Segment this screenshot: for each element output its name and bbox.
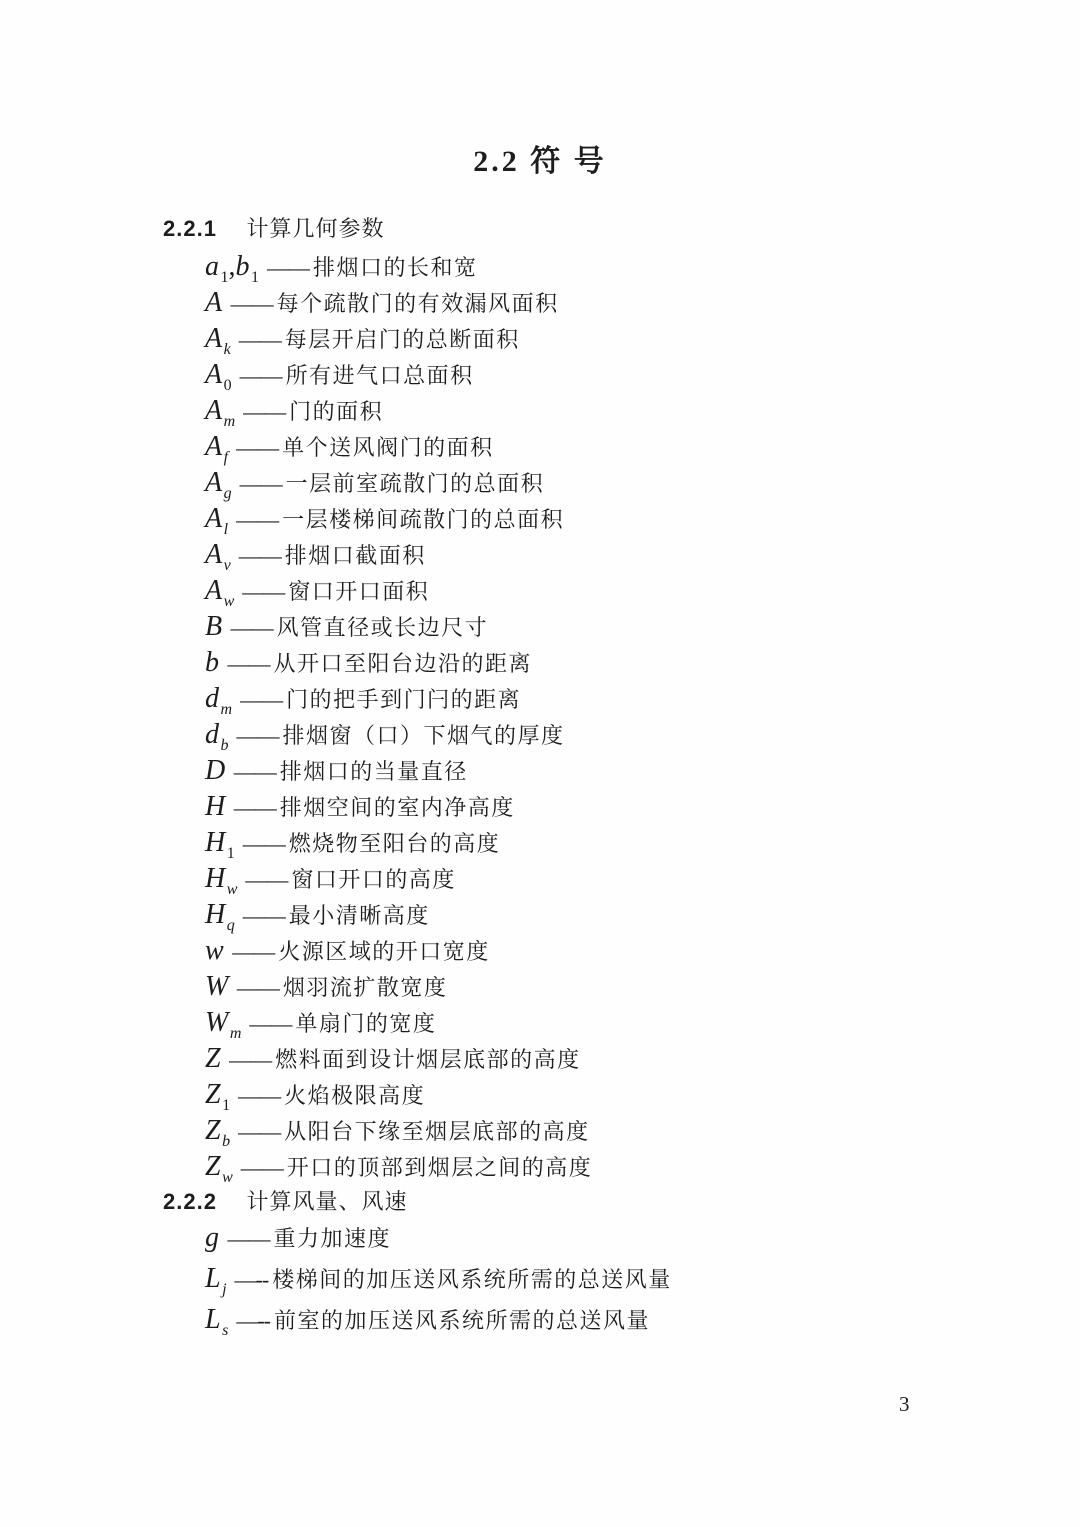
dash: —— [227,1226,270,1251]
symbol-entry [205,393,1020,429]
dash: —— [229,1047,272,1072]
symbol-description: 从阳台下缘至烟层底部的高度 [284,1119,590,1144]
dash: —— [238,327,281,352]
section-number: 2.2.2 [163,1189,217,1214]
symbol: $H_w$ [205,863,238,898]
symbol-description: 风管直径或长边尺寸 [276,615,489,640]
symbol-entry [205,465,1020,501]
symbol: g [205,1222,220,1253]
symbol-description: 单扇门的宽度 [295,1011,437,1036]
dash: —-- [234,1267,269,1292]
symbols-content [163,214,1020,1340]
symbol-entry [205,1005,1020,1041]
symbol: $Z_1$ [205,1079,231,1114]
symbol: $W_m$ [205,1007,242,1042]
symbol-entry [205,645,1020,681]
symbol-entry [205,1217,1020,1258]
symbol: W [205,971,229,1002]
symbol-description: 前室的加压送风系统所需的总送风量 [273,1308,650,1333]
symbol-description: 重力加速度 [273,1226,392,1251]
symbol: $Z_w$ [205,1151,233,1186]
symbol-entry [205,321,1020,357]
symbol-entry [205,1299,1020,1340]
dash: —— [240,1155,283,1180]
symbol-description: 一层楼梯间疏散门的总面积 [282,507,565,532]
symbol-entry [205,1041,1020,1077]
symbol-description: 燃料面到设计烟层底部的高度 [275,1047,581,1072]
symbol: $A_f$ [205,431,229,466]
symbol: D [205,755,226,786]
dash: —— [236,435,279,460]
symbol-entry [205,897,1020,933]
section-number: 2.2.1 [163,216,217,241]
symbol-description: 门的面积 [289,399,384,424]
symbol-description: 排烟空间的室内净高度 [279,795,515,820]
symbol-entry [205,609,1020,645]
symbol-entry [205,573,1020,609]
dash: —— [239,363,282,388]
dash: —— [245,867,288,892]
symbol: H [205,791,226,822]
symbol: $Z_b$ [205,1115,231,1150]
symbol-entry [205,933,1020,969]
symbol-description: 排烟口截面积 [284,543,426,568]
dash: —— [238,1083,281,1108]
symbol-description: 一层前室疏散门的总面积 [285,471,545,496]
symbol-entry [205,1077,1020,1113]
symbol: b [205,647,220,678]
symbol-description: 火源区域的开口宽度 [278,939,490,964]
symbol: $A_m$ [205,395,236,430]
symbol-description: 所有进气口总面积 [285,363,474,388]
symbol-entry [205,1113,1020,1149]
symbol: $L_j$ [205,1263,227,1298]
symbol-entry [205,681,1020,717]
symbol-description: 最小清晰高度 [288,903,430,928]
symbol-description: 排烟口的长和宽 [313,255,478,280]
symbol: A [205,287,223,318]
dash: —— [230,615,273,640]
symbol-entry [205,825,1020,861]
symbol: $L_s$ [205,1304,229,1339]
symbol-entry [205,753,1020,789]
section-heading [163,1187,1020,1217]
dash: —— [267,255,309,280]
symbol-entry [205,1149,1020,1185]
dash: —— [230,291,273,316]
symbol-entry [205,249,1020,285]
symbol: $d_m$ [205,683,233,718]
dash: —— [243,399,286,424]
section-2-2-1 [163,214,1020,1185]
symbol: Z [205,1043,222,1074]
symbol-entry [205,861,1020,897]
symbol-description: 单个送风阀门的面积 [282,435,494,460]
section-2-2-2 [163,1187,1020,1340]
section-title: 计算几何参数 [246,216,385,241]
dash: —— [242,903,285,928]
dash: —— [249,1011,292,1036]
symbol-entry [205,501,1020,537]
symbol-description: 燃烧物至阳台的高度 [288,831,501,856]
symbol: $A_w$ [205,575,235,610]
symbol: $A_k$ [205,323,231,358]
symbol-entry [205,429,1020,465]
dash: —— [242,831,285,856]
dash: —— [238,543,281,568]
symbol-description: 开口的顶部到烟层之间的高度 [286,1155,593,1180]
symbol-description: 窗口开口的高度 [291,867,456,892]
symbol-description: 楼梯间的加压送风系统所需的总送风量 [272,1267,672,1292]
symbol-description: 窗口开口面积 [288,579,430,604]
symbol-entry [205,285,1020,321]
symbol-description: 烟羽流扩散宽度 [282,975,448,1000]
symbol-entry [205,357,1020,393]
symbol: $a_1,b_1$ [205,251,259,286]
symbol-entry [205,717,1020,753]
symbol-description: 门的把手到门闩的距离 [286,687,522,712]
symbol: $A_g$ [205,467,232,502]
symbol-entry [205,1258,1020,1299]
symbol-entry [205,537,1020,573]
symbol-description: 火焰极限高度 [284,1083,426,1108]
symbol: $A_v$ [205,539,231,574]
symbol-description: 排烟窗（口）下烟气的厚度 [282,723,565,748]
symbol-entry [205,789,1020,825]
dash: —— [242,579,285,604]
symbol: $A_0$ [205,359,232,394]
dash: —— [238,1119,281,1144]
dash: —— [233,795,276,820]
page-title: 2.2 符 号 [473,145,607,178]
page-number: 3 [899,1392,910,1416]
dash: —— [236,723,279,748]
section-title: 计算风量、风速 [246,1189,408,1214]
section-heading [163,214,1020,244]
dash: —— [236,975,279,1000]
dash: —— [239,471,282,496]
dash: —— [233,759,276,784]
symbol: $A_l$ [205,503,229,538]
symbol-description: 排烟口的当量直径 [279,759,468,784]
symbol-description: 每个疏散门的有效漏风面积 [276,291,559,316]
symbol: B [205,611,223,642]
dash: —— [232,939,275,964]
symbol-entry [205,969,1020,1005]
symbol: $d_b$ [205,719,229,754]
symbol-list [205,1217,1020,1340]
symbol-description: 从开口至阳台边沿的距离 [273,651,533,676]
symbol: $H_q$ [205,899,235,934]
dash: —— [240,687,283,712]
symbol-description: 每层开启门的总断面积 [284,327,520,352]
symbol: $H_1$ [205,827,235,862]
symbol-list [205,249,1020,1185]
dash: —-- [236,1308,270,1333]
symbol: w [205,935,225,966]
dash: —— [236,507,279,532]
dash: —— [227,651,270,676]
